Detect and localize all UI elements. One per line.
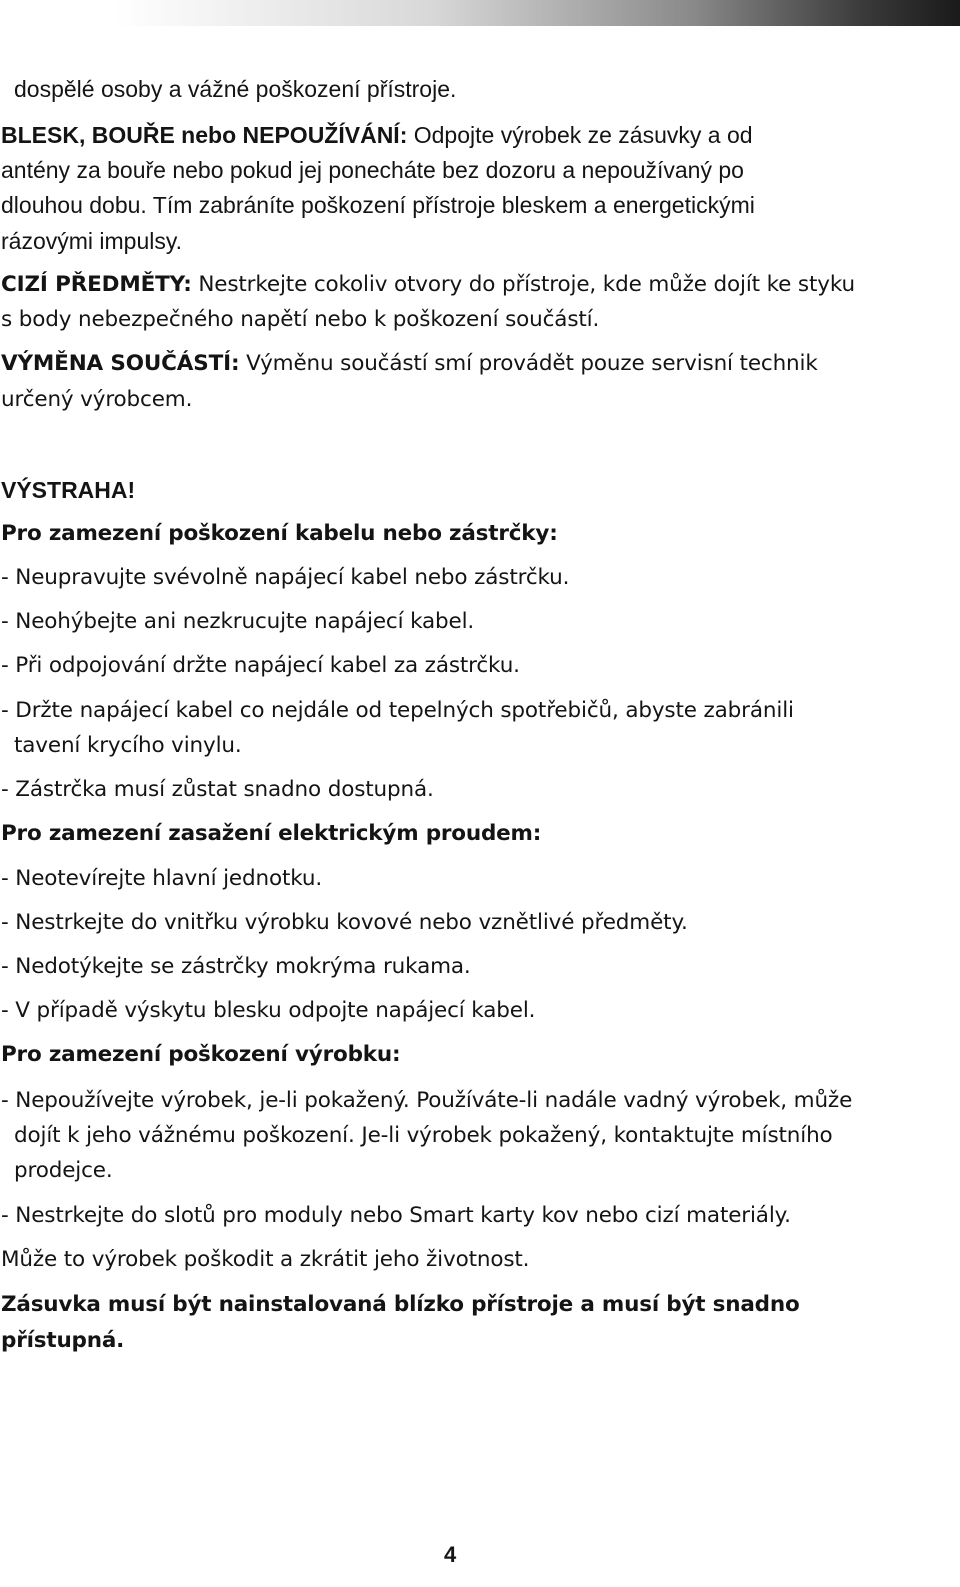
replacement-label: VÝMĚNA SOUČÁSTÍ: [1,351,240,376]
shock-item-2: - Nestrkejte do vnitřku výrobku kovové nebo vznětlivé předměty. [1,910,688,935]
cable-item-4: - Držte napájecí kabel co nejdále od tepelných spotřebičů, abyste zabránili [1,698,794,723]
cable-item-1: - Neupravujte svévolně napájecí kabel nebo zástrčku. [1,565,570,590]
cable-item-5: - Zástrčka musí zůstat snadno dostupná. [1,777,434,802]
intro-text: dospělé osoby a vážné poškození přístroje. [14,76,457,102]
shock-item-3: - Nedotýkejte se zástrčky mokrýma rukama. [1,954,471,979]
foreign-objects-text-2: s body nebezpečného napětí nebo k poškození součástí. [1,307,600,332]
lightning-text-1: Odpojte výrobek ze zásuvky a od [407,122,753,148]
product-item-1-continued: dojít k jeho vážnému poškození. Je-li výrobek pokažený, kontaktujte místního [14,1123,833,1148]
cable-item-2: - Neohýbejte ani nezkrucujte napájecí kabel. [1,609,475,634]
cable-heading: Pro zamezení poškození kabelu nebo zástrčky: [1,521,558,546]
lightning-text-2: antény za bouře nebo pokud jej ponecháte bez dozoru a nepoužívaný po [1,157,744,183]
socket-note-line-1: Zásuvka musí být nainstalovaná blízko přístroje a musí být snadno [1,1292,800,1317]
cable-item-3: - Při odpojování držte napájecí kabel za zástrčku. [1,653,520,678]
replacement-text-1: Výměnu součástí smí provádět pouze servisní technik [239,351,818,376]
socket-note-line-2: přístupná. [1,1328,125,1353]
lightning-label: BLESK, BOUŘE nebo NEPOUŽÍVÁNÍ: [1,122,408,148]
page-number: 4 [444,1542,457,1567]
foreign-objects-line-1 [1,272,855,297]
foreign-objects-label: CIZÍ PŘEDMĚTY: [1,272,192,297]
replacement-text-2: určený výrobcem. [1,387,193,412]
product-item-2: - Nestrkejte do slotů pro moduly nebo Smart karty kov nebo cizí materiály. [1,1203,791,1228]
lightning-text-4: rázovými impulsy. [1,228,183,254]
product-item-2-continued: Může to výrobek poškodit a zkrátit jeho životnost. [1,1247,530,1272]
lightning-text-3: dlouhou dobu. Tím zabráníte poškození přístroje bleskem a energetickými [1,192,755,218]
shock-item-4: - V případě výskytu blesku odpojte napájecí kabel. [1,998,536,1023]
product-item-1-end: prodejce. [14,1158,113,1183]
product-item-1: - Nepoužívejte výrobek, je-li pokažený. Používáte-li nadále vadný výrobek, může [1,1088,853,1113]
cable-item-4-continued: tavení krycího vinylu. [14,733,242,758]
shock-item-1: - Neotevírejte hlavní jednotku. [1,866,323,891]
foreign-objects-text-1: Nestrkejte cokoliv otvory do přístroje, kde může dojít ke styku [191,272,855,297]
warning-title: VÝSTRAHA! [1,477,136,503]
lightning-paragraph-line-1 [1,122,753,149]
shock-heading: Pro zamezení zasažení elektrickým proudem: [1,821,542,846]
product-heading: Pro zamezení poškození výrobku: [1,1042,401,1067]
replacement-line-1 [1,351,818,376]
